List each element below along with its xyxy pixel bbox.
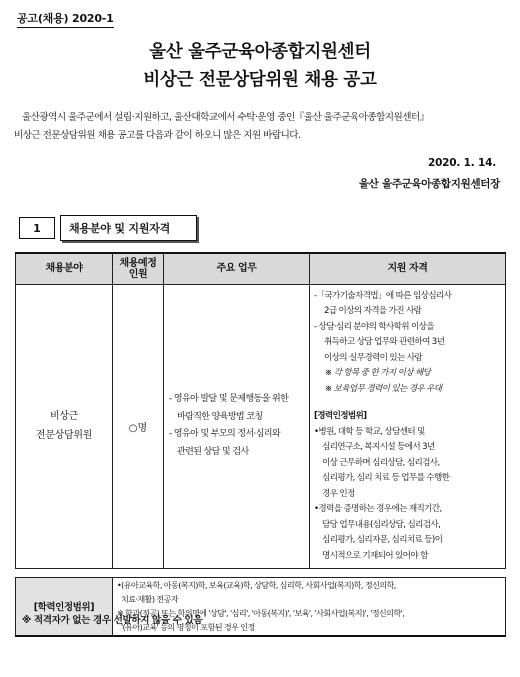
footer-note: ※ 적격자가 없는 경우 선발하지 않을 수 있음 [22, 615, 203, 626]
header-count-line1: 채용예정 [119, 257, 157, 269]
announcement-date: 2020. 1. 14. [427, 157, 496, 169]
table-header-row [16, 253, 506, 284]
career-header: [경력인정범위] [314, 411, 367, 422]
field-line2: 전문상담위원 [35, 430, 93, 441]
note-1: ※ 각 항목 중 한 가지 이상 해당 [325, 368, 431, 379]
qual2-line1: - 상담·심리 분야의 학사학위 이상을 [314, 321, 434, 332]
career2-line4: 명시적으로 기재되어 있어야 함 [322, 550, 428, 561]
career2-line1: •경력을 증명하는 경우에는 재직기간, [314, 504, 442, 515]
header-count [113, 253, 164, 284]
recruitment-table [15, 252, 506, 569]
header-qualifications: 지원 자격 [310, 253, 506, 284]
field-cell [16, 284, 113, 568]
career1-line1: •병원, 대학 등 학교, 상담센터 및 [314, 426, 425, 437]
education-line2: 치료·재활) 전공자 [121, 594, 179, 605]
duty1-line2: 바람직한 양육방법 코칭 [177, 411, 263, 422]
qual1-line2: 2급 이상의 자격을 가진 사람 [324, 306, 422, 317]
duty2-line2: 관련된 상담 및 검사 [177, 446, 249, 457]
education-line4: '(유아)교육' 등의 명칭이 포함된 경우 인정 [121, 622, 255, 633]
education-row [16, 578, 506, 636]
career2-line2: 담당 업무내용(심리상담, 심리검사, [322, 519, 441, 530]
career2-line3: 심리평가, 심리자문, 심리치료 등)이 [322, 535, 443, 546]
duties-cell [164, 284, 310, 568]
header-field: 채용분야 [16, 253, 113, 284]
duty2-line1: - 영유아 및 부모의 정서·심리와 [169, 429, 281, 439]
field-line1: 비상근 [49, 411, 79, 422]
note-2: ※ 보육업무 경력이 있는 경우 우대 [325, 383, 442, 394]
education-line3: ※ 학과(전공) 또는 학위명에 '상담', '심리', '아동(복지)', '보육', '사회사업(복지)', '정신의학', [117, 608, 405, 619]
career1-line3: 이상 근무하며 심리상담, 심리검사, [322, 457, 440, 468]
intro-line2: 비상근 전문상담위원 채용 공고를 다음과 같이 하오니 많은 지원 바랍니다. [14, 130, 301, 141]
section-number: 1 [19, 217, 55, 239]
qual2-line2: 취득하고 상담 업무와 관련하여 3년 [324, 337, 445, 348]
education-line1: •(유아교육학, 아동(복지)학, 보육(교육)학, 상담학, 심리학, 사회사업(복지)학, 정신의학, [117, 580, 396, 591]
notice-number: 공고(채용) 2020-1 [17, 10, 114, 28]
page-title-line2: 비상근 전문상담위원 채용 공고 [143, 70, 377, 90]
qual2-line3: 이상의 실무경력이 있는 사람 [324, 352, 423, 363]
intro-paragraph [14, 109, 510, 145]
qualifications-cell [310, 284, 506, 568]
count-cell: ○명 [113, 284, 164, 568]
qual1-line1: -「국가기술자격법」에 따른 임상심리사 [314, 290, 452, 301]
section-title: 채용분야 및 지원자격 [60, 215, 197, 241]
education-table [15, 577, 506, 637]
career1-line5: 경우 인정 [322, 488, 355, 499]
career1-line2: 심리연구소, 복지시설 등에서 3년 [322, 442, 435, 453]
education-label: [학력인정범위] [16, 578, 113, 636]
issuer: 울산 울주군육아종합지원센터장 [358, 178, 500, 190]
duty1-line1: - 영유아 발달 및 문제행동을 위한 [169, 394, 289, 404]
career1-line4: 심리평가, 심리 치료 등 업무를 수행한 [322, 473, 450, 484]
table-row [16, 284, 506, 568]
intro-line1: 울산광역시 울주군에서 설립·지원하고, 울산대학교에서 수탁·운영 중인『울산 울주군육아종합지원센터』 [22, 112, 429, 123]
page-title-line1: 울산 울주군육아종합지원센터 [149, 42, 371, 62]
education-body [113, 578, 506, 636]
header-duties: 주요 업무 [164, 253, 310, 284]
header-count-line2: 인원 [128, 268, 148, 280]
